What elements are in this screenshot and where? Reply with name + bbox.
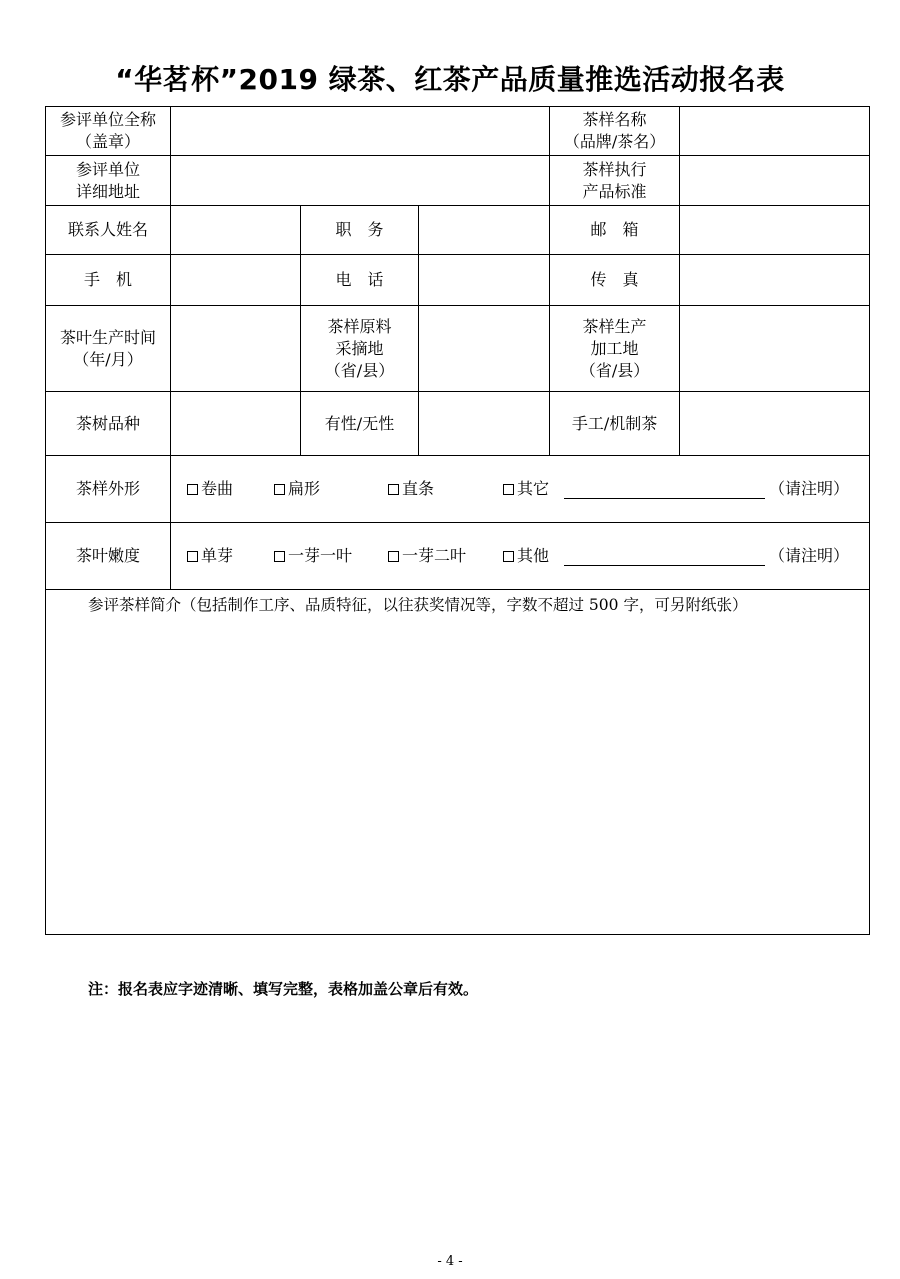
- option-label: 扁形: [288, 479, 321, 498]
- field-fax[interactable]: [680, 255, 870, 306]
- label-unit-name: 参评单位全称 （盖章）: [46, 107, 171, 156]
- field-handmade[interactable]: [680, 392, 870, 456]
- tenderness-option-other[interactable]: [503, 545, 549, 567]
- label-sexual: 有性/无性: [301, 392, 419, 456]
- form-title: “华茗杯”2019 绿茶、红茶产品质量推选活动报名表: [115, 63, 785, 96]
- tenderness-option-one-bud-two-leaves[interactable]: [388, 545, 466, 567]
- shape-option-other[interactable]: [503, 478, 549, 500]
- field-processing-place[interactable]: [680, 306, 870, 392]
- checkbox-icon[interactable]: [274, 484, 285, 495]
- checkbox-icon[interactable]: [187, 484, 198, 495]
- label-fax: 传 真: [550, 255, 680, 306]
- field-sexual[interactable]: [419, 392, 550, 456]
- tenderness-options-cell: [171, 523, 870, 590]
- label-mobile: 手 机: [46, 255, 171, 306]
- field-position[interactable]: [419, 206, 550, 255]
- tenderness-option-single-bud[interactable]: [187, 545, 233, 567]
- intro-field[interactable]: [46, 590, 870, 935]
- option-label: 直条: [402, 479, 435, 498]
- checkbox-icon[interactable]: [388, 484, 399, 495]
- page-number: - 4 -: [437, 1254, 463, 1269]
- field-standard[interactable]: [680, 156, 870, 206]
- checkbox-icon[interactable]: [274, 551, 285, 562]
- intro-label: 参评茶样简介（包括制作工序、品质特征，以往获奖情况等，字数不超过 500 字，可另附纸张）: [88, 596, 748, 614]
- tenderness-option-one-bud-one-leaf[interactable]: [274, 545, 352, 567]
- option-label: 其他: [517, 546, 550, 565]
- checkbox-icon[interactable]: [503, 551, 514, 562]
- field-phone[interactable]: [419, 255, 550, 306]
- field-email[interactable]: [680, 206, 870, 255]
- registration-table: [45, 106, 870, 935]
- tenderness-please-note: （请注明）: [769, 546, 850, 565]
- field-unit-address[interactable]: [171, 156, 550, 206]
- field-material-origin[interactable]: [419, 306, 550, 392]
- label-handmade: 手工/机制茶: [550, 392, 680, 456]
- option-label: 一芽一叶: [288, 546, 353, 565]
- label-variety: 茶树品种: [46, 392, 171, 456]
- label-standard: 茶样执行 产品标准: [550, 156, 680, 206]
- shape-options-cell: [171, 456, 870, 523]
- field-production-time[interactable]: [171, 306, 301, 392]
- shape-option-straight[interactable]: [388, 478, 434, 500]
- footer-note: 注：报名表应字迹清晰、填写完整，表格加盖公章后有效。: [88, 980, 479, 998]
- checkbox-icon[interactable]: [503, 484, 514, 495]
- option-label: 单芽: [201, 546, 234, 565]
- option-label: 其它: [517, 479, 550, 498]
- checkbox-icon[interactable]: [388, 551, 399, 562]
- label-production-time: 茶叶生产时间 （年/月）: [46, 306, 171, 392]
- field-variety[interactable]: [171, 392, 301, 456]
- tenderness-other-fill-line[interactable]: [564, 565, 765, 566]
- field-unit-name[interactable]: [171, 107, 550, 156]
- label-position: 职 务: [301, 206, 419, 255]
- label-tenderness: 茶叶嫩度: [46, 523, 171, 590]
- label-phone: 电 话: [301, 255, 419, 306]
- field-contact-name[interactable]: [171, 206, 301, 255]
- field-mobile[interactable]: [171, 255, 301, 306]
- label-sample-name: 茶样名称 （品牌/茶名）: [550, 107, 680, 156]
- shape-other-fill-line[interactable]: [564, 498, 765, 499]
- label-processing-place: 茶样生产 加工地 （省/县）: [550, 306, 680, 392]
- label-material-origin: 茶样原料 采摘地 （省/县）: [301, 306, 419, 392]
- checkbox-icon[interactable]: [187, 551, 198, 562]
- label-email: 邮 箱: [550, 206, 680, 255]
- shape-option-curled[interactable]: [187, 478, 233, 500]
- shape-option-flat[interactable]: [274, 478, 320, 500]
- shape-please-note: （请注明）: [769, 479, 850, 498]
- label-unit-address: 参评单位 详细地址: [46, 156, 171, 206]
- option-label: 卷曲: [201, 479, 234, 498]
- option-label: 一芽二叶: [402, 546, 467, 565]
- label-shape: 茶样外形: [46, 456, 171, 523]
- field-sample-name[interactable]: [680, 107, 870, 156]
- label-contact-name: 联系人姓名: [46, 206, 171, 255]
